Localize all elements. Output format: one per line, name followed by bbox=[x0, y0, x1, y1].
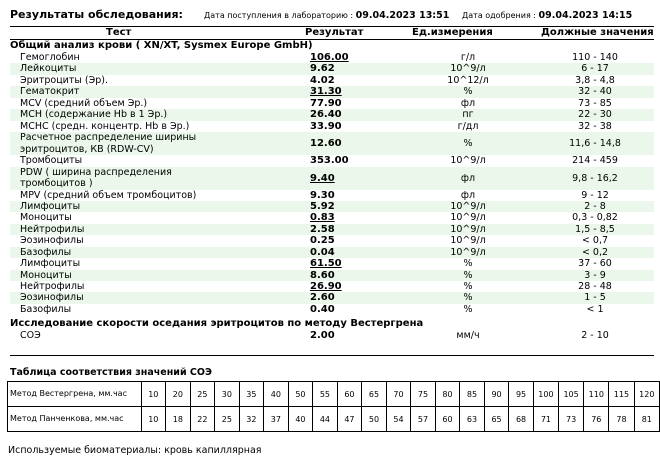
result-value: 0.83 bbox=[310, 212, 335, 224]
test-name: Моноциты bbox=[20, 269, 72, 281]
panchenkov-cell: 68 bbox=[509, 407, 534, 432]
result-value: 77.90 bbox=[310, 97, 342, 109]
section-esr-title: Исследование скорости оседания эритроцитов по методу Вестергрена bbox=[10, 318, 424, 329]
result-unit: % bbox=[463, 138, 473, 150]
result-row bbox=[10, 155, 654, 166]
test-name: Нейтрофилы bbox=[20, 223, 85, 235]
col-test: Тест bbox=[106, 27, 132, 38]
result-row bbox=[10, 132, 654, 155]
result-value: 0.40 bbox=[310, 303, 335, 315]
result-row bbox=[10, 121, 654, 132]
panchenkov-cell: 32 bbox=[239, 407, 264, 432]
result-row bbox=[10, 63, 654, 74]
test-name: Гемоглобин bbox=[20, 52, 80, 63]
reference-range: 214 - 459 bbox=[572, 155, 618, 167]
result-row bbox=[10, 167, 654, 190]
panchenkov-cell: 54 bbox=[386, 407, 411, 432]
westergren-cell: 95 bbox=[509, 382, 534, 407]
reference-range: 3,8 - 4,8 bbox=[575, 74, 615, 86]
result-unit: 10^9/л bbox=[450, 235, 486, 247]
westergren-cell: 60 bbox=[337, 382, 362, 407]
result-row bbox=[10, 52, 654, 63]
reference-range: 22 - 30 bbox=[578, 109, 612, 121]
panchenkov-cell: 73 bbox=[559, 407, 584, 432]
panchenkov-cell: 78 bbox=[609, 407, 634, 432]
result-row bbox=[10, 86, 654, 97]
esr-value: 2.00 bbox=[310, 330, 335, 341]
result-unit: г/л bbox=[460, 52, 476, 63]
test-name: Нейтрофилы bbox=[20, 281, 85, 292]
reference-range: 9 - 12 bbox=[581, 189, 609, 201]
reference-range: 32 - 40 bbox=[578, 86, 612, 98]
test-name: MPV (средний объем тромбоцитов) bbox=[20, 189, 197, 201]
result-value: 61.50 bbox=[310, 258, 342, 270]
result-value: 106.00 bbox=[310, 52, 349, 63]
result-row bbox=[10, 109, 654, 120]
result-row bbox=[10, 281, 654, 292]
reference-range: 110 - 140 bbox=[572, 52, 618, 63]
result-value: 9.40 bbox=[310, 172, 335, 184]
reference-range: 6 - 17 bbox=[581, 63, 609, 75]
panchenkov-cell: 50 bbox=[362, 407, 387, 432]
panchenkov-cell: 10 bbox=[141, 407, 166, 432]
westergren-cell: 55 bbox=[313, 382, 338, 407]
westergren-cell: 70 bbox=[386, 382, 411, 407]
westergren-cell: 35 bbox=[239, 382, 264, 407]
biomaterial-note: Используемые биоматериалы: кровь капиллярная bbox=[8, 445, 262, 456]
result-row bbox=[10, 235, 654, 246]
westergren-cell: 120 bbox=[634, 382, 659, 407]
result-row bbox=[10, 75, 654, 86]
panchenkov-cell: 81 bbox=[634, 407, 659, 432]
result-value: 4.02 bbox=[310, 74, 335, 86]
test-name: Расчетное распределение ширины эритроцитов, КВ (RDW-CV) bbox=[20, 132, 197, 155]
panchenkov-cell: 37 bbox=[264, 407, 289, 432]
lab-date-value: 09.04.2023 13:51 bbox=[355, 10, 450, 21]
panchenkov-cell: 57 bbox=[411, 407, 436, 432]
result-unit: 10^9/л bbox=[450, 212, 486, 224]
reference-range: 32 - 38 bbox=[578, 120, 612, 132]
westergren-cell: 65 bbox=[362, 382, 387, 407]
result-value: 2.60 bbox=[310, 292, 335, 304]
result-row bbox=[10, 190, 654, 201]
result-row bbox=[10, 270, 654, 281]
test-name: Лимфоциты bbox=[20, 200, 81, 212]
result-unit: % bbox=[463, 303, 473, 315]
result-row bbox=[10, 224, 654, 235]
report-title: Результаты обследования: bbox=[10, 8, 183, 21]
approval-date-label: Дата одобрения : bbox=[462, 11, 536, 20]
result-row bbox=[10, 201, 654, 212]
results-column-header bbox=[10, 26, 654, 40]
result-value: 12.60 bbox=[310, 138, 342, 150]
test-name: Гематокрит bbox=[20, 86, 80, 98]
result-unit: г/дл bbox=[457, 120, 479, 132]
result-unit: 10^9/л bbox=[450, 155, 486, 167]
result-unit: % bbox=[463, 269, 473, 281]
panchenkov-cell: 47 bbox=[337, 407, 362, 432]
esr-correspondence-table bbox=[7, 381, 660, 432]
result-unit: % bbox=[463, 281, 473, 292]
panchenkov-cell: 65 bbox=[484, 407, 509, 432]
westergren-cell: 85 bbox=[460, 382, 485, 407]
lab-date-label: Дата поступления в лабораторию : bbox=[204, 11, 354, 20]
test-name: Базофилы bbox=[20, 246, 72, 258]
col-ref: Должные значения bbox=[541, 27, 654, 38]
test-name: Лимфоциты bbox=[20, 258, 81, 270]
test-name: Лейкоциты bbox=[20, 63, 77, 75]
panchenkov-cell: 18 bbox=[166, 407, 191, 432]
result-unit: 10^9/л bbox=[450, 223, 486, 235]
test-name: Моноциты bbox=[20, 212, 72, 224]
col-result: Результат bbox=[305, 27, 364, 38]
panchenkov-cell: 63 bbox=[460, 407, 485, 432]
panchenkov-cell: 22 bbox=[190, 407, 215, 432]
result-row bbox=[10, 247, 654, 258]
result-value: 9.62 bbox=[310, 63, 335, 75]
panchenkov-cell: 44 bbox=[313, 407, 338, 432]
result-value: 353.00 bbox=[310, 155, 349, 167]
result-value: 5.92 bbox=[310, 200, 335, 212]
esr-unit: мм/ч bbox=[456, 330, 480, 341]
westergren-cell: 10 bbox=[141, 382, 166, 407]
result-value: 0.25 bbox=[310, 235, 335, 247]
result-unit: фл bbox=[460, 97, 476, 109]
result-unit: 10^9/л bbox=[450, 246, 486, 258]
westergren-cell: 80 bbox=[435, 382, 460, 407]
result-unit: % bbox=[463, 86, 473, 98]
result-value: 9.30 bbox=[310, 189, 335, 201]
approval-date-value: 09.04.2023 14:15 bbox=[538, 10, 633, 21]
reference-range: 1,5 - 8,5 bbox=[575, 223, 615, 235]
section-cbc-title: Общий анализ крови ( XN/XT, Sysmex Europe GmbH) bbox=[10, 40, 313, 51]
result-unit: фл bbox=[460, 189, 476, 201]
esr-name: СОЭ bbox=[20, 330, 41, 341]
divider bbox=[10, 355, 654, 356]
lab-date-field bbox=[204, 10, 449, 21]
test-name: Эритроциты (Эр). bbox=[20, 74, 109, 86]
westergren-label: Метод Вестергрена, мм.час bbox=[8, 382, 142, 407]
test-name: PDW ( ширина распределения тромбоцитов ) bbox=[20, 166, 172, 189]
result-unit: фл bbox=[460, 172, 476, 184]
test-name: Эозинофилы bbox=[20, 235, 84, 247]
result-value: 26.40 bbox=[310, 109, 342, 121]
westergren-cell: 20 bbox=[166, 382, 191, 407]
reference-range: < 0,2 bbox=[581, 246, 609, 258]
westergren-cell: 90 bbox=[484, 382, 509, 407]
col-unit: Ед.измерения bbox=[412, 27, 493, 38]
result-row bbox=[10, 304, 654, 315]
reference-range: 1 - 5 bbox=[584, 292, 606, 304]
reference-range: 3 - 9 bbox=[584, 269, 606, 281]
approval-date-field bbox=[462, 10, 632, 21]
result-unit: 10^12/л bbox=[447, 74, 489, 86]
result-unit: 10^9/л bbox=[450, 200, 486, 212]
test-name: Базофилы bbox=[20, 303, 72, 315]
test-name: MCHC (средн. концентр. Hb в Эр.) bbox=[20, 120, 190, 132]
result-row bbox=[10, 98, 654, 109]
esr-ref: 2 - 10 bbox=[581, 330, 609, 341]
reference-range: < 0,7 bbox=[581, 235, 609, 247]
result-unit: % bbox=[463, 292, 473, 304]
westergren-cell: 100 bbox=[533, 382, 558, 407]
westergren-cell: 75 bbox=[411, 382, 436, 407]
westergren-cell: 105 bbox=[559, 382, 584, 407]
panchenkov-label: Метод Панченкова, мм.час bbox=[8, 407, 142, 432]
westergren-cell: 115 bbox=[609, 382, 634, 407]
esr-correspondence-title: Таблица соответствия значений СОЭ bbox=[10, 367, 212, 378]
result-row bbox=[10, 258, 654, 269]
result-value: 31.30 bbox=[310, 86, 342, 98]
result-unit: % bbox=[463, 258, 473, 270]
westergren-cell: 25 bbox=[190, 382, 215, 407]
results-table bbox=[10, 52, 654, 315]
result-value: 33.90 bbox=[310, 120, 342, 132]
test-name: Эозинофилы bbox=[20, 292, 84, 304]
panchenkov-cell: 71 bbox=[533, 407, 558, 432]
reference-range: < 1 bbox=[586, 303, 604, 315]
result-value: 8.60 bbox=[310, 269, 335, 281]
reference-range: 9,8 - 16,2 bbox=[572, 172, 618, 184]
panchenkov-cell: 40 bbox=[288, 407, 313, 432]
panchenkov-cell: 60 bbox=[435, 407, 460, 432]
reference-range: 28 - 48 bbox=[578, 281, 612, 292]
reference-range: 0,3 - 0,82 bbox=[572, 212, 618, 224]
reference-range: 37 - 60 bbox=[578, 258, 612, 270]
result-value: 2.58 bbox=[310, 223, 335, 235]
result-row bbox=[10, 212, 654, 223]
test-name: MCV (средний объем Эр.) bbox=[20, 97, 148, 109]
panchenkov-cell: 25 bbox=[215, 407, 240, 432]
result-row bbox=[10, 292, 654, 303]
test-name: MCH (содержание Hb в 1 Эр.) bbox=[20, 109, 168, 121]
reference-range: 11,6 - 14,8 bbox=[569, 138, 621, 150]
westergren-cell: 50 bbox=[288, 382, 313, 407]
westergren-cell: 40 bbox=[264, 382, 289, 407]
westergren-cell: 110 bbox=[584, 382, 609, 407]
westergren-row bbox=[8, 382, 660, 407]
reference-range: 2 - 8 bbox=[584, 200, 606, 212]
reference-range: 73 - 85 bbox=[578, 97, 612, 109]
result-unit: 10^9/л bbox=[450, 63, 486, 75]
report-header bbox=[10, 8, 654, 24]
panchenkov-cell: 76 bbox=[584, 407, 609, 432]
result-value: 26.90 bbox=[310, 281, 342, 292]
panchenkov-row bbox=[8, 407, 660, 432]
result-value: 0.04 bbox=[310, 246, 335, 258]
test-name: Тромбоциты bbox=[20, 155, 83, 167]
westergren-cell: 30 bbox=[215, 382, 240, 407]
result-unit: пг bbox=[462, 109, 474, 121]
